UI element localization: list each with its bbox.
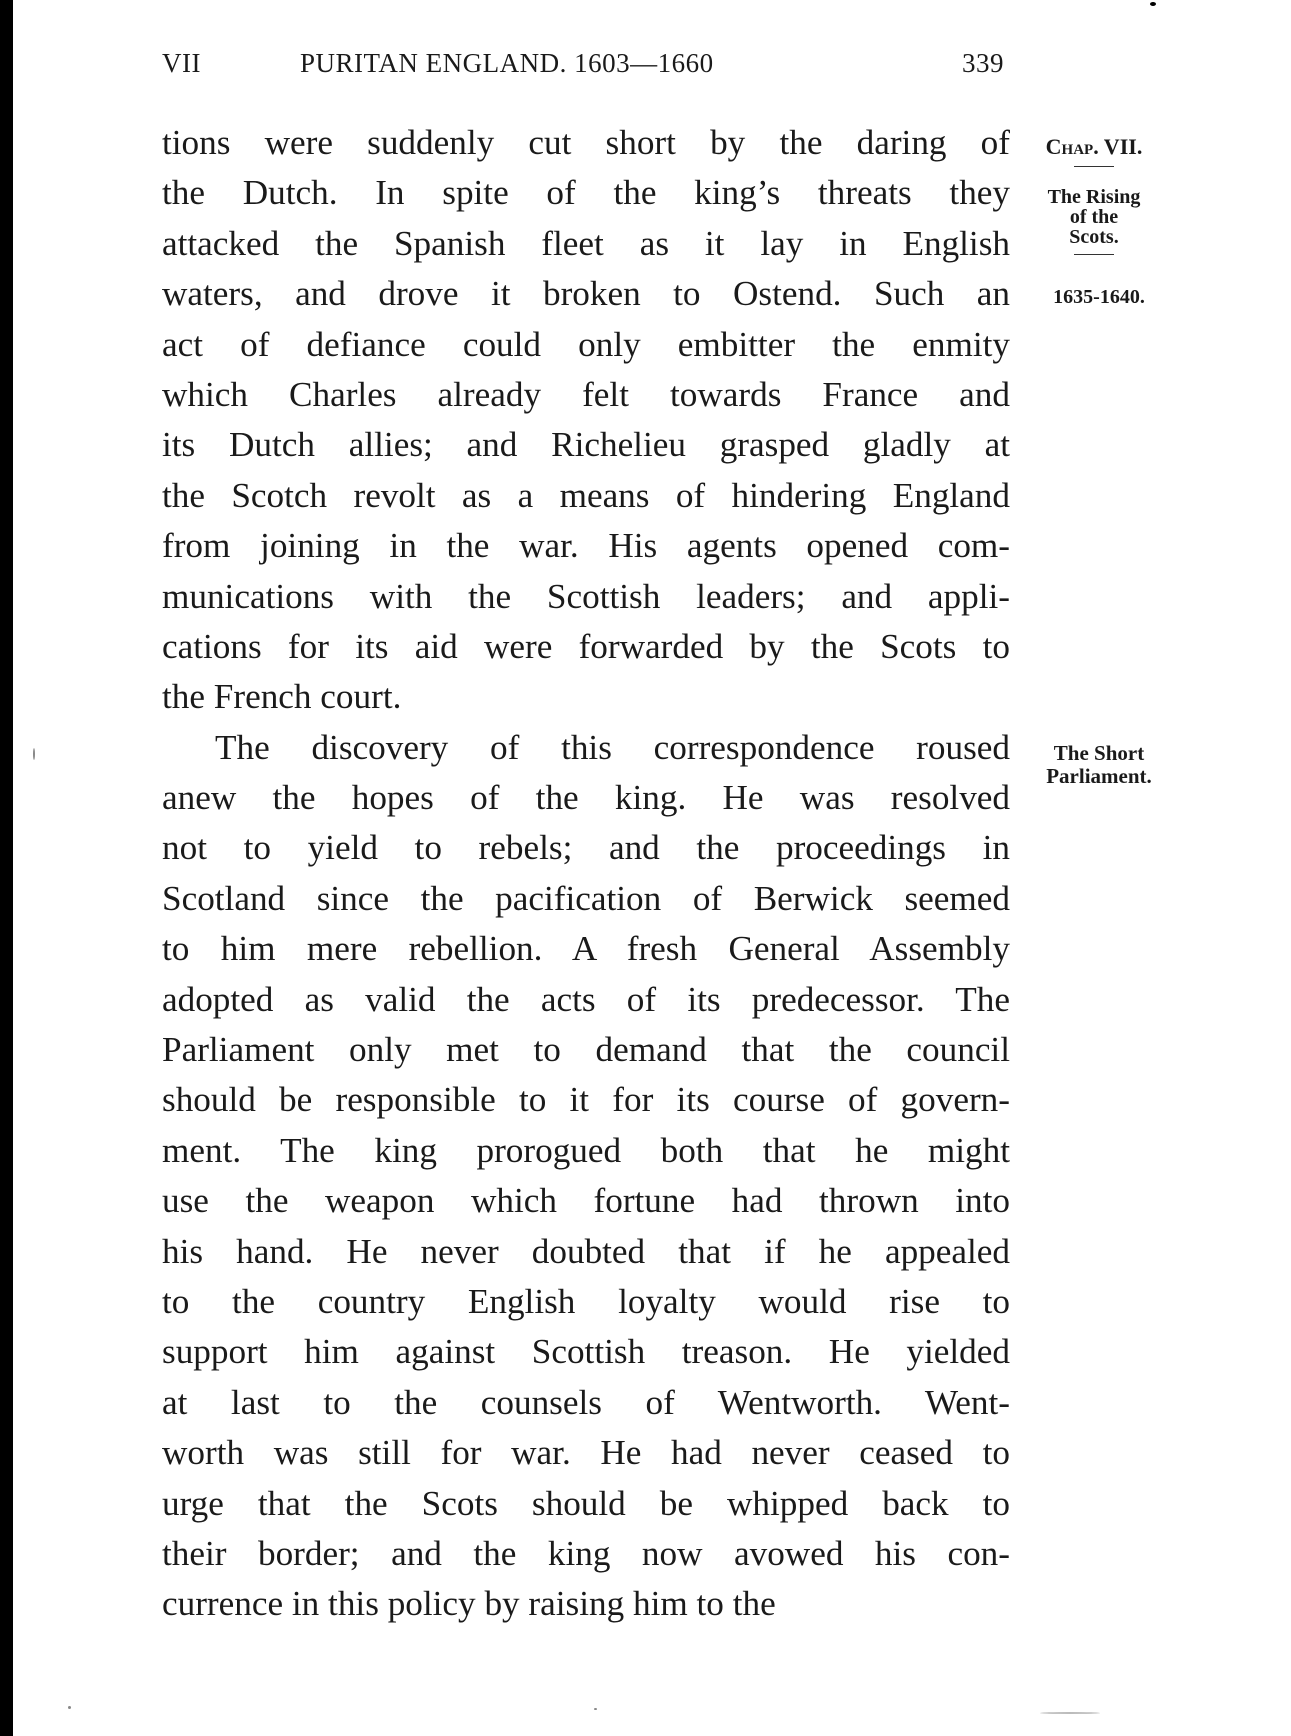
margin-note-section-line: The Rising — [1047, 186, 1141, 208]
ink-speck — [1150, 2, 1156, 6]
text-line: Scotland since the pacification of Berwick seemed — [162, 878, 1010, 918]
ink-speck — [1040, 1712, 1100, 1714]
text-line: its Dutch allies; and Richelieu grasped gladly at — [162, 425, 1010, 465]
running-head-title: PURITAN ENGLAND. 1603—1660 — [300, 48, 714, 78]
ink-speck — [68, 1706, 71, 1709]
text-line: worth was still for war. He had never ceased to — [162, 1433, 1010, 1473]
text-line: the French court. — [162, 677, 402, 717]
ink-speck — [33, 748, 35, 760]
text-line: Parliament only met to demand that the council — [162, 1030, 1010, 1070]
text-line: currence in this policy by raising him to the — [162, 1584, 776, 1624]
text-line: to him mere rebellion. A fresh General Assembly — [162, 929, 1010, 969]
margin-note-section — [1024, 187, 1164, 247]
margin-note-short-line: Parliament. — [1046, 764, 1152, 788]
text-line: tions were suddenly cut short by the daring of — [162, 123, 1010, 162]
body-text — [162, 118, 1010, 1630]
text-line: at last to the counsels of Wentworth. Went- — [162, 1382, 1010, 1422]
text-line: urge that the Scots should be whipped back to — [162, 1483, 1010, 1523]
text-line: not to yield to rebels; and the proceedings in — [162, 828, 1010, 868]
text-line: from joining in the war. His agents opened com- — [162, 526, 1010, 566]
text-line: The discovery of this correspondence roused — [215, 727, 1010, 767]
text-line: support him against Scottish treason. He yielded — [162, 1332, 1010, 1372]
text-line: should be responsible to it for its course of govern- — [162, 1080, 1010, 1120]
text-line: their border; and the king now avowed his con- — [162, 1533, 1010, 1573]
text-line: attacked the Spanish fleet as it lay in English — [162, 223, 1010, 263]
text-line: munications with the Scottish leaders; and appli- — [162, 576, 1010, 616]
text-line: adopted as valid the acts of its predecessor. The — [162, 979, 1010, 1019]
text-line: his hand. He never doubted that if he appealed — [162, 1231, 1010, 1271]
text-line: act of defiance could only embitter the enmity — [162, 324, 1010, 364]
margin-note-short-parliament — [1024, 742, 1174, 788]
text-line: use the weapon which fortune had thrown into — [162, 1181, 1010, 1221]
text-line: to the country English loyalty would rise to — [162, 1281, 1010, 1321]
text-line: anew the hopes of the king. He was resolved — [162, 778, 1010, 818]
margin-note-chapter: Chap. VII. — [1045, 134, 1143, 159]
margin-note-short-line: The Short — [1053, 741, 1145, 765]
margin-note-section-line: of the — [1069, 206, 1119, 228]
text-line: the Scotch revolt as a means of hindering England — [162, 475, 1010, 515]
ink-speck — [594, 1708, 597, 1710]
text-line: cations for its aid were forwarded by the Scots to — [162, 626, 1010, 666]
page-spine-shadow — [0, 0, 13, 1736]
margin-note-section-line: Scots. — [1069, 226, 1119, 248]
page-number: 339 — [962, 48, 1004, 78]
text-line: waters, and drove it broken to Ostend. Such an — [162, 274, 1010, 314]
running-head-chapter: VII — [162, 48, 201, 78]
text-line: which Charles already felt towards France and — [162, 374, 1010, 414]
text-line: the Dutch. In spite of the king’s threats they — [162, 173, 1010, 213]
margin-rule — [1074, 166, 1114, 167]
margin-rule — [1074, 254, 1114, 255]
running-head — [162, 48, 1012, 88]
margin-note-date: 1635-1640. — [1053, 286, 1145, 308]
text-line: ment. The king prorogued both that he might — [162, 1130, 1010, 1170]
